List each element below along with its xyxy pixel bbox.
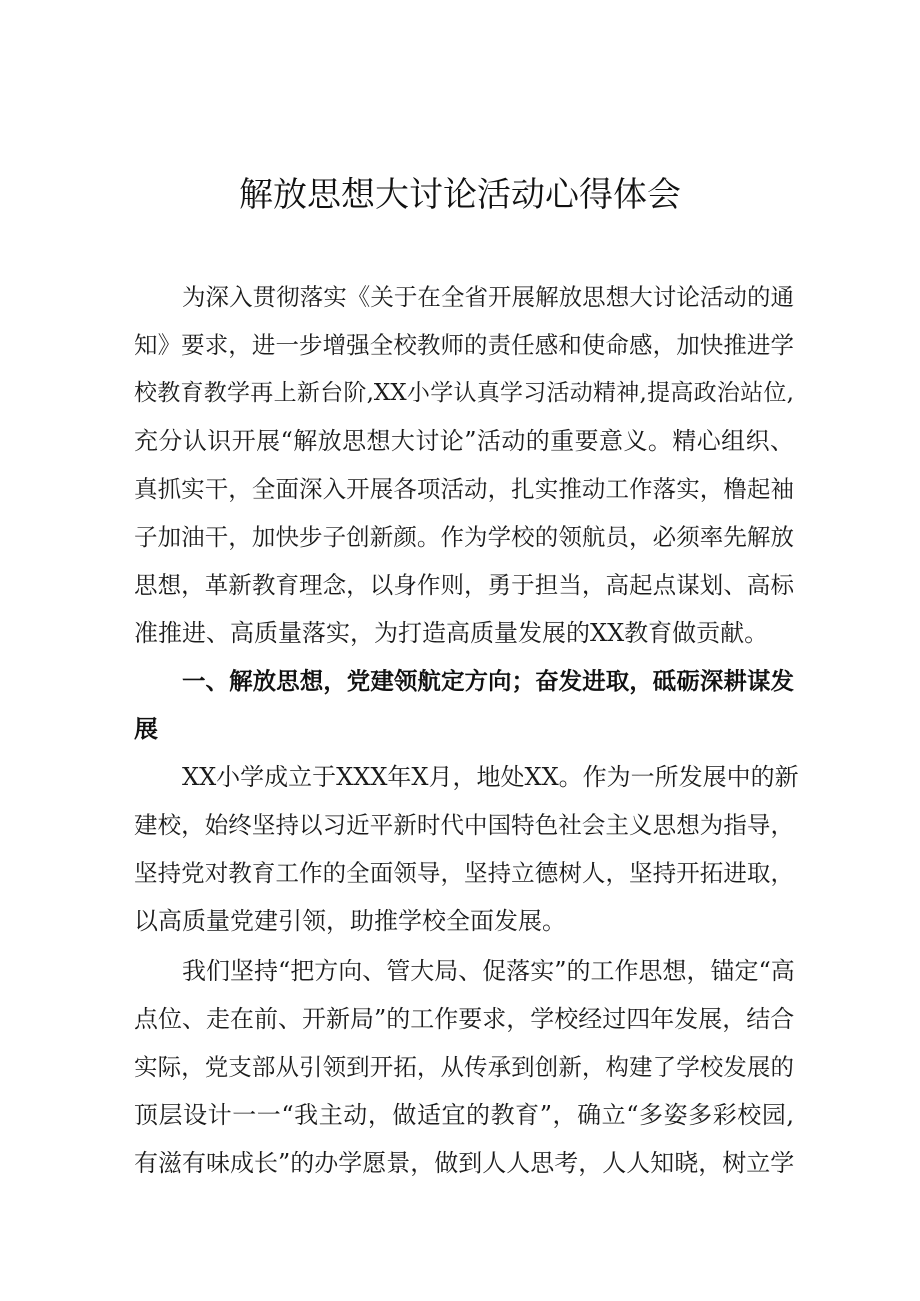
paragraph-line: 坚持党对教育工作的全面领导，坚持立德树人，坚持开拓进取， <box>134 859 794 887</box>
paragraph-line: 以高质量党建引领，助推学校全面发展。 <box>134 907 566 935</box>
paragraph-line: 为深入贯彻落实《关于在全省开展解放思想大讨论活动的通 <box>182 283 794 311</box>
paragraph-line: XX小学成立于XXX年X月，地处XX。作为一所发展中的新 <box>182 763 799 791</box>
paragraph-line: 子加油干，加快步子创新颜。作为学校的领航员，必须率先解放 <box>134 523 794 551</box>
paragraph-line: 充分认识开展“解放思想大讨论”活动的重要意义。精心组织、 <box>134 427 794 455</box>
paragraph-line: 有滋有味成长”的办学愿景，做到人人思考，人人知晓，树立学 <box>134 1149 795 1177</box>
paragraph-line: 思想，革新教育理念，以身作则，勇于担当，高起点谋划、高标 <box>134 571 794 599</box>
paragraph-line: 校教育教学再上新台阶,XX小学认真学习活动精神,提高政治站位, <box>134 380 794 406</box>
paragraph-line: 实际，党支部从引领到开拓，从传承到创新，构建了学校发展的 <box>134 1053 794 1081</box>
section-heading-line: 展 <box>134 715 158 743</box>
paragraph-line: 真抓实干，全面深入开展各项活动，扎实推动工作落实，橹起袖 <box>134 475 794 503</box>
document-title: 解放思想大讨论活动心得体会 <box>239 175 681 215</box>
paragraph-line: 点位、走在前、开新局”的工作要求，学校经过四年发展，结合 <box>134 1005 795 1033</box>
paragraph-line: 顶层设计一一“我主动，做适宜的教育”，确立“多姿多彩校园, <box>134 1101 794 1129</box>
paragraph-line: 准推进、高质量落实，为打造高质量发展的XX教育做贡献。 <box>134 619 769 647</box>
paragraph-line: 知》要求，进一步增强全校教师的责任感和使命感，加快推进学 <box>134 331 794 359</box>
paragraph-line: 我们坚持“把方向、管大局、促落实”的工作思想，锚定“高 <box>182 957 795 985</box>
section-heading-line: 一、解放思想，党建领航定方向；奋发进取，砥砺深耕谋发 <box>182 667 794 695</box>
paragraph-line: 建校，始终坚持以习近平新时代中国特色社会主义思想为指导， <box>134 811 794 839</box>
